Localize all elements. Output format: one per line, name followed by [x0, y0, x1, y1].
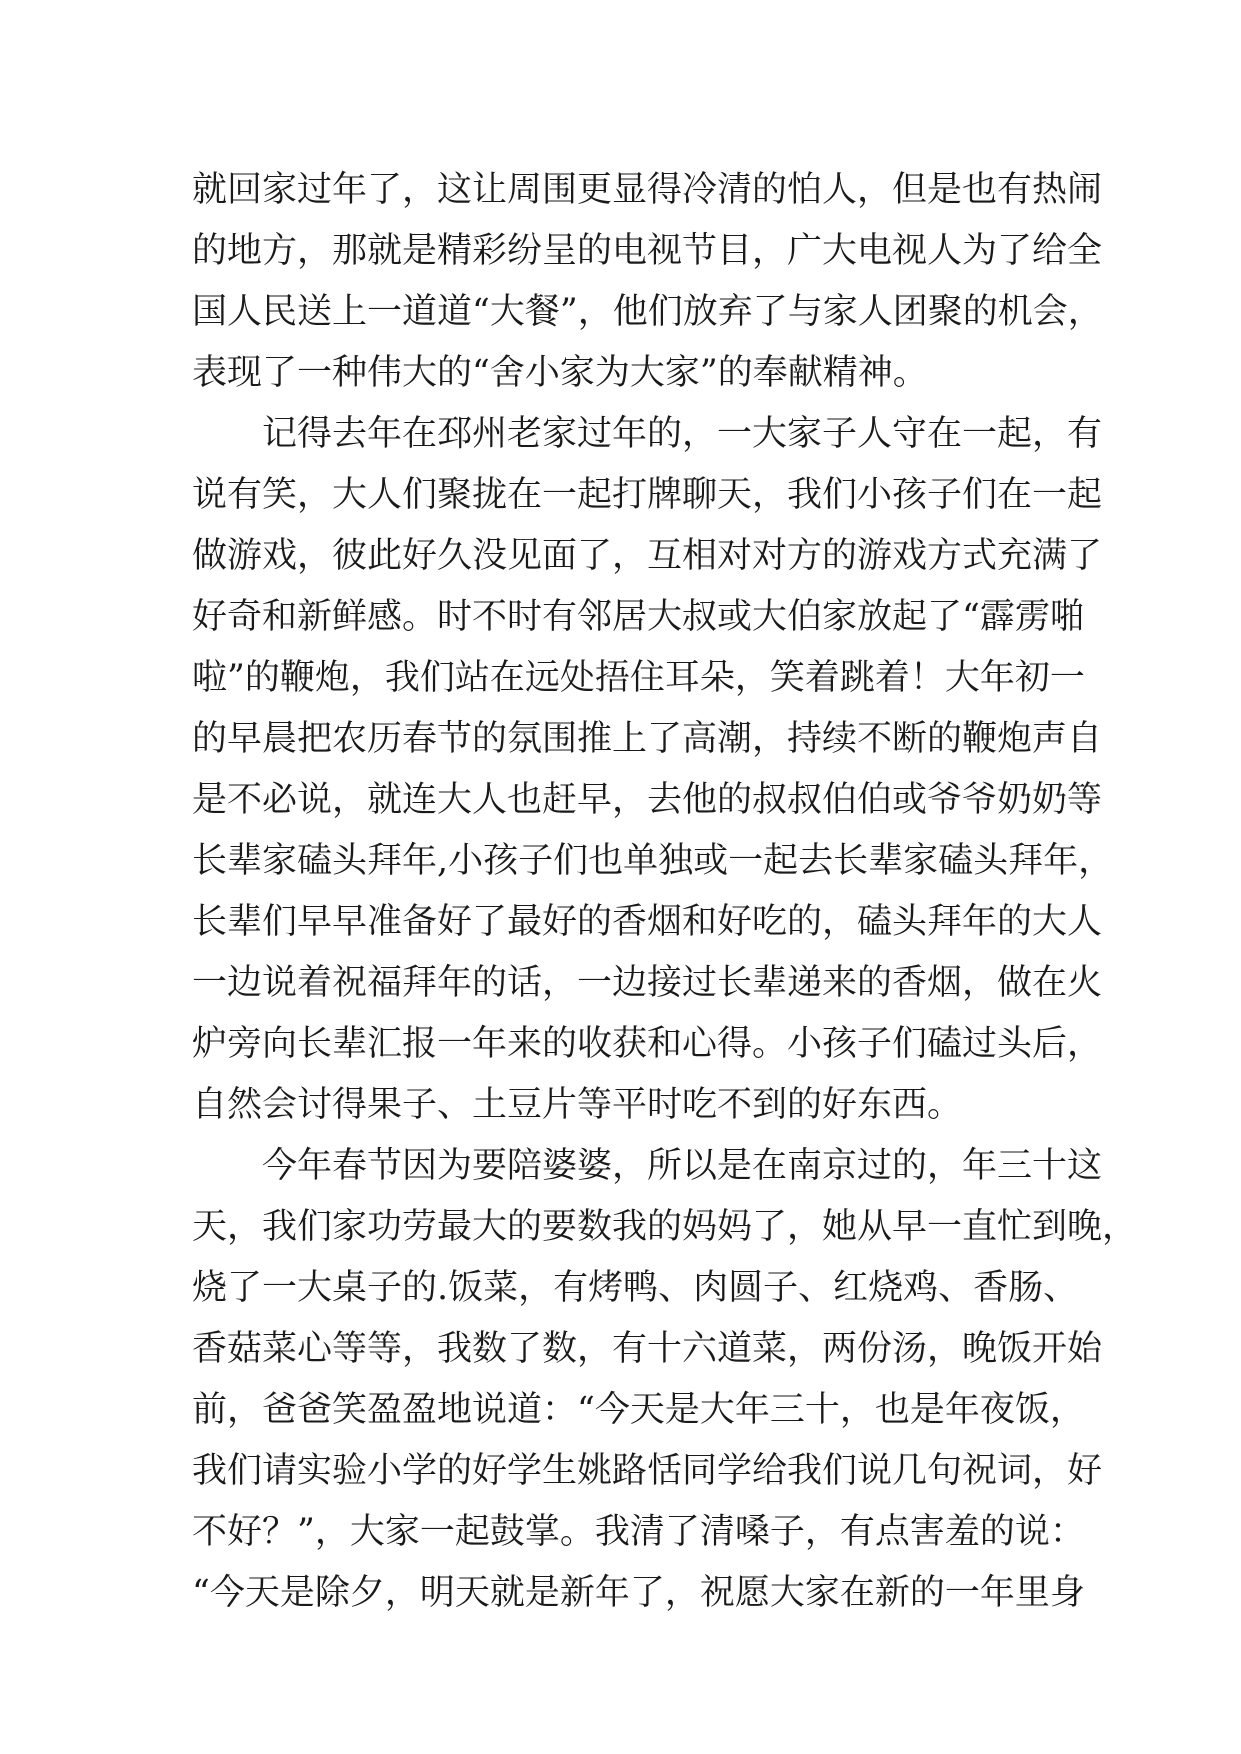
text-line: 今年春节因为要陪婆婆，所以是在南京过的，年三十这 [192, 1146, 1103, 1186]
paragraph-1 [192, 160, 1103, 404]
text-line: 自然会讨得果子、土豆片等平时吃不到的好东西。 [192, 1085, 963, 1125]
text-line: 好奇和新鲜感。时不时有邻居大叔或大伯家放起了“霹雳啪 [192, 597, 1085, 637]
text-line: 烧了一大桌子的.饭菜，有烤鸭、肉圆子、红烧鸡、香肠、 [192, 1268, 1079, 1308]
text-line: 啦”的鞭炮，我们站在远处捂住耳朵，笑着跳着！大年初一 [192, 658, 1085, 698]
text-line: 做游戏，彼此好久没见面了，互相对对方的游戏方式充满了 [192, 536, 1103, 576]
text-line: 长辈们早早准备好了最好的香烟和好吃的，磕头拜年的大人 [192, 902, 1103, 942]
text-line: 香菇菜心等等，我数了数，有十六道菜，两份汤，晚饭开始 [192, 1329, 1103, 1369]
paragraph-3 [192, 1136, 1138, 1624]
text-line: 长辈家磕头拜年,小孩子们也单独或一起去长辈家磕头拜年， [192, 841, 1114, 881]
text-line: 的地方，那就是精彩纷呈的电视节目，广大电视人为了给全 [192, 231, 1103, 271]
text-line: 我们请实验小学的好学生姚路恬同学给我们说几句祝词，好 [192, 1451, 1103, 1491]
text-line: 国人民送上一道道“大餐”，他们放弃了与家人团聚的机会， [192, 292, 1103, 332]
text-line: 就回家过年了，这让周围更显得冷清的怕人，但是也有热闹 [192, 170, 1103, 210]
text-line: 前，爸爸笑盈盈地说道：“今天是大年三十，也是年夜饭， [192, 1390, 1085, 1430]
text-line: 的早晨把农历春节的氛围推上了高潮，持续不断的鞭炮声自 [192, 719, 1103, 759]
text-line: 天，我们家功劳最大的要数我的妈妈了，她从早一直忙到晚， [192, 1207, 1138, 1247]
text-line: 不好？”，大家一起鼓掌。我清了清嗓子，有点害羞的说： [192, 1512, 1085, 1552]
text-line: “今天是除夕，明天就是新年了，祝愿大家在新的一年里身 [192, 1573, 1085, 1613]
text-line: 表现了一种伟大的“舍小家为大家”的奉献精神。 [192, 353, 928, 393]
document-body [192, 160, 1138, 1624]
text-line: 炉旁向长辈汇报一年来的收获和心得。小孩子们磕过头后， [192, 1024, 1103, 1064]
text-line: 说有笑，大人们聚拢在一起打牌聊天，我们小孩子们在一起 [192, 475, 1103, 515]
text-line: 一边说着祝福拜年的话，一边接过长辈递来的香烟，做在火 [192, 963, 1103, 1003]
paragraph-2 [192, 404, 1114, 1136]
text-line: 是不必说，就连大人也赶早，去他的叔叔伯伯或爷爷奶奶等 [192, 780, 1103, 820]
text-line: 记得去年在邳州老家过年的，一大家子人守在一起，有 [192, 414, 1103, 454]
